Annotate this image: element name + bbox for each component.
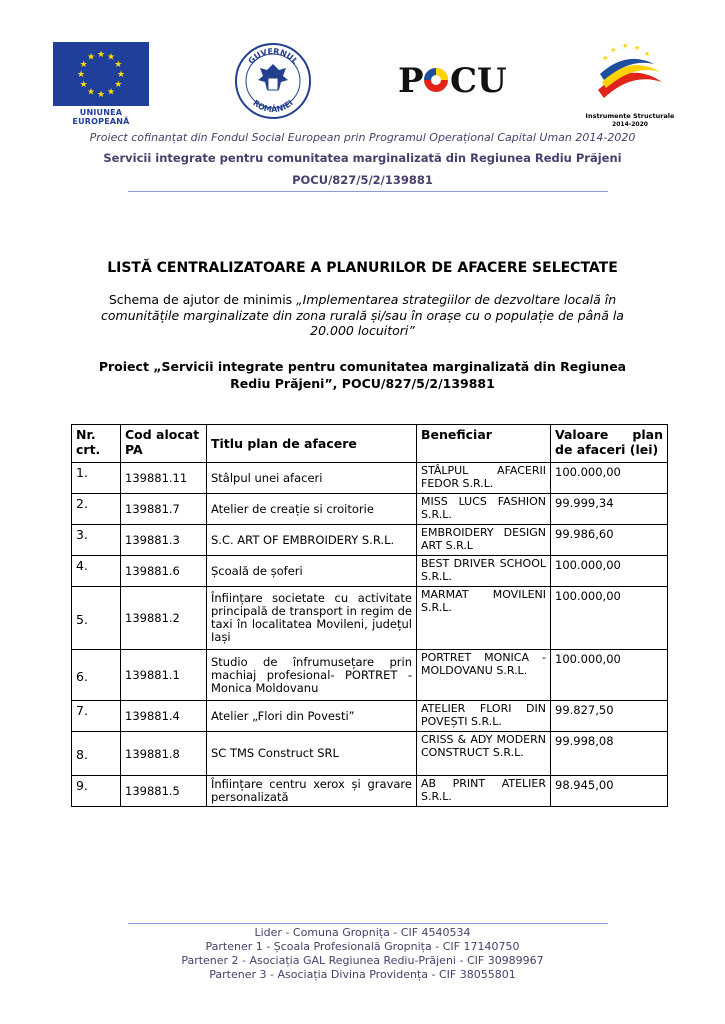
cell-valoare: 100.000,00 xyxy=(551,650,668,701)
svg-text:GUVERNUL: GUVERNUL xyxy=(246,46,300,66)
cell-valoare: 100.000,00 xyxy=(551,463,668,494)
footer-partner-2: Partener 2 - Asociația GAL Regiunea Rediu-Prăjeni - CIF 30989967 xyxy=(181,954,544,967)
cell-beneficiar: ATELIER FLORI DIN POVEȘTI S.R.L. xyxy=(417,701,551,732)
table-header-row xyxy=(72,425,668,463)
cell-nr: 3. xyxy=(72,525,121,556)
cell-beneficiar: EMBROIDERY DESIGN ART S.R.L xyxy=(417,525,551,556)
cell-nr: 2. xyxy=(72,494,121,525)
cell-nr: 6. xyxy=(72,650,121,701)
cell-cod: 139881.6 xyxy=(121,556,207,587)
footer-leader: Lider - Comuna Gropnița - CIF 4540534 xyxy=(254,926,471,939)
svg-text:ROMÂNIEI: ROMÂNIEI xyxy=(251,98,295,115)
cell-valoare: 99.999,34 xyxy=(551,494,668,525)
structural-instruments-caption: Instrumente Structurale xyxy=(585,112,675,120)
cell-cod: 139881.4 xyxy=(121,701,207,732)
cell-valoare: 100.000,00 xyxy=(551,556,668,587)
table-row xyxy=(72,732,668,776)
column-header-nr: Nr. crt. xyxy=(72,425,121,463)
svg-text:CU: CU xyxy=(450,61,507,98)
cell-nr: 1. xyxy=(72,463,121,494)
cell-nr: 5. xyxy=(72,587,121,650)
cell-valoare: 99.986,60 xyxy=(551,525,668,556)
cell-beneficiar: MARMAT MOVILENI S.R.L. xyxy=(417,587,551,650)
cell-valoare: 98.945,00 xyxy=(551,776,668,807)
table-row xyxy=(72,587,668,650)
column-header-beneficiar: Beneficiar xyxy=(417,425,551,463)
cell-titlu: SC TMS Construct SRL xyxy=(207,732,417,776)
document-title: LISTĂ CENTRALIZATOARE A PLANURILOR DE AFACERE SELECTATE xyxy=(107,260,618,276)
government-seal-logo xyxy=(234,42,312,120)
svg-text:★: ★ xyxy=(116,70,126,80)
cell-cod: 139881.3 xyxy=(121,525,207,556)
cell-nr: 4. xyxy=(72,556,121,587)
scheme-prefix: Schema de ajutor de minimis xyxy=(108,292,297,307)
svg-text:★: ★ xyxy=(114,80,123,90)
header-cofinancing-line: Proiect cofinanțat din Fondul Social European prin Programul Operațional Capital Uman 2014-2020 xyxy=(89,131,636,144)
column-header-cod: Cod alocat PA xyxy=(121,425,207,463)
cell-cod: 139881.11 xyxy=(121,463,207,494)
scheme-description xyxy=(80,292,645,339)
table-row xyxy=(72,556,668,587)
pocu-logo xyxy=(396,58,508,98)
cell-titlu: Atelier de creație si croitorie xyxy=(207,494,417,525)
cell-cod: 139881.5 xyxy=(121,776,207,807)
cell-valoare: 99.998,08 xyxy=(551,732,668,776)
svg-text:★: ★ xyxy=(106,52,116,63)
svg-text:★: ★ xyxy=(634,44,641,52)
header-divider xyxy=(128,191,608,192)
svg-text:★: ★ xyxy=(76,70,86,80)
svg-text:★: ★ xyxy=(96,50,106,60)
cell-valoare: 100.000,00 xyxy=(551,587,668,650)
svg-text:★: ★ xyxy=(106,87,116,98)
footer-divider xyxy=(128,923,608,924)
structural-instruments-years: 2014-2020 xyxy=(612,121,648,128)
cell-titlu: Studio de înfrumusețare prin machiaj profesional- PORTRET - Monica Moldovanu xyxy=(207,650,417,701)
eu-logo xyxy=(53,42,149,126)
cell-cod: 139881.2 xyxy=(121,587,207,650)
structural-instruments-logo xyxy=(585,42,675,134)
svg-text:★: ★ xyxy=(602,54,609,62)
cell-titlu: Stâlpul unei afaceri xyxy=(207,463,417,494)
table-row xyxy=(72,650,668,701)
column-header-titlu: Titlu plan de afacere xyxy=(207,425,417,463)
cell-beneficiar: PORTRET MONICA - MOLDOVANU S.R.L. xyxy=(417,650,551,701)
eu-caption: UNIUNEA EUROPEANĂ xyxy=(72,108,130,126)
table-row xyxy=(72,463,668,494)
cell-titlu: S.C. ART OF EMBROIDERY S.R.L. xyxy=(207,525,417,556)
cell-cod: 139881.8 xyxy=(121,732,207,776)
table-row xyxy=(72,525,668,556)
cell-valoare: 99.827,50 xyxy=(551,701,668,732)
svg-text:★: ★ xyxy=(96,90,106,100)
cell-beneficiar: MISS LUCS FASHION S.R.L. xyxy=(417,494,551,525)
svg-text:★: ★ xyxy=(622,42,629,50)
project-description: Proiect „Servicii integrate pentru comunitatea marginalizată din Regiunea Rediu Prăjeni”, POCU/827/5/2/139881 xyxy=(98,359,627,391)
header-project-name: Servicii integrate pentru comunitatea marginalizată din Regiunea Rediu Prăjeni xyxy=(103,151,622,165)
cell-nr: 7. xyxy=(72,701,121,732)
cell-titlu: Înființare societate cu activitate principală de transport in regim de taxi în localitatea Movileni, județul Iași xyxy=(207,587,417,650)
eu-flag-icon xyxy=(53,42,149,106)
cell-beneficiar: CRISS & ADY MODERN CONSTRUCT S.R.L. xyxy=(417,732,551,776)
cell-cod: 139881.1 xyxy=(121,650,207,701)
svg-text:P: P xyxy=(398,61,424,98)
column-header-valoare: Valoare plan de afaceri (lei) xyxy=(551,425,668,463)
scheme-name: „Implementarea strategiilor de dezvoltare locală în comunitățile marginalizate din zona rurală și/sau în orașe cu o populație de până la 20.000 locuitori” xyxy=(101,292,624,338)
cell-beneficiar: STÂLPUL AFACERII FEDOR S.R.L. xyxy=(417,463,551,494)
table-row xyxy=(72,776,668,807)
svg-text:★: ★ xyxy=(644,50,651,58)
footer-partner-3: Partener 3 - Asociația Divina Providența - CIF 38055801 xyxy=(209,968,516,981)
svg-text:★: ★ xyxy=(610,46,617,54)
svg-text:★: ★ xyxy=(86,52,96,63)
cell-titlu: Înființare centru xerox și gravare personalizată xyxy=(207,776,417,807)
cell-cod: 139881.7 xyxy=(121,494,207,525)
table-row xyxy=(72,701,668,732)
svg-text:★: ★ xyxy=(114,60,123,70)
cell-nr: 9. xyxy=(72,776,121,807)
header-project-code: POCU/827/5/2/139881 xyxy=(292,173,433,187)
cell-nr: 8. xyxy=(72,732,121,776)
cell-titlu: Atelier „Flori din Povesti” xyxy=(207,701,417,732)
footer-partner-1: Partener 1 - Școala Profesională Gropnița - CIF 17140750 xyxy=(205,940,520,953)
table-row xyxy=(72,494,668,525)
svg-text:★: ★ xyxy=(79,60,88,70)
cell-beneficiar: BEST DRIVER SCHOOL S.R.L. xyxy=(417,556,551,587)
cell-titlu: Școală de șoferi xyxy=(207,556,417,587)
business-plans-table xyxy=(71,424,668,807)
svg-text:★: ★ xyxy=(86,87,96,98)
svg-text:★: ★ xyxy=(79,80,88,90)
cell-beneficiar: AB PRINT ATELIER S.R.L. xyxy=(417,776,551,807)
